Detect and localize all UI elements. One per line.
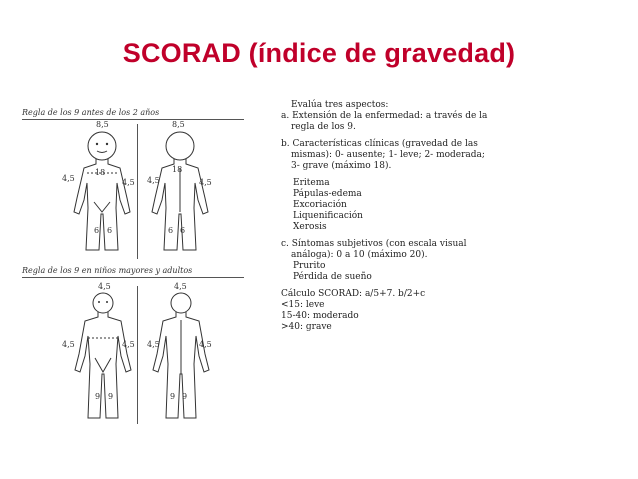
label-leg-a-back: 9	[170, 392, 176, 401]
range-item: <15: leve	[281, 300, 325, 310]
label-head-back: 8,5	[172, 120, 185, 129]
clinical-items-list	[281, 178, 521, 233]
section-b-line-2: mismas): 0- ausente; 1- leve; 2- moderada;	[291, 150, 485, 160]
figure-divider	[137, 124, 138, 259]
label-arm-right-back: 4,5	[199, 178, 212, 187]
label-trunk-back: 18	[172, 165, 183, 174]
label-arm-left-front: 4,5	[62, 340, 75, 349]
list-item: Excoriación	[293, 200, 347, 210]
label-leg-b-front: 6	[107, 226, 113, 235]
section-b-line-1: b. Características clínicas (gravedad de las	[281, 139, 478, 149]
section-c-line-1: c. Síntomas subjetivos (con escala visual	[281, 239, 467, 249]
adult-back-figure	[150, 290, 212, 422]
range-item: >40: grave	[281, 322, 332, 332]
infant-back-figure	[150, 128, 210, 256]
label-leg-b-back: 6	[180, 226, 186, 235]
label-leg-a-back: 6	[168, 226, 174, 235]
label-trunk-front: 18	[95, 168, 106, 177]
figure-heading-infant: Regla de los 9 antes de los 2 años	[22, 108, 244, 120]
label-head-front: 4,5	[98, 282, 111, 291]
slide-title: SCORAD (índice de gravedad)	[122, 38, 516, 68]
label-head-back: 4,5	[174, 282, 187, 291]
figure-heading-adult: Regla de los 9 en niños mayores y adultos	[22, 266, 244, 278]
label-arm-right-front: 4,5	[122, 340, 135, 349]
section-a-line-2: regla de los 9.	[291, 122, 356, 132]
intro-text: Evalúa tres aspectos:	[291, 100, 389, 110]
label-leg-a-front: 6	[94, 226, 100, 235]
list-item: Prurito	[293, 261, 326, 271]
section-a-line-1: a. Extensión de la enfermedad: a través de la	[281, 111, 488, 121]
figure-divider	[137, 286, 138, 424]
list-item: Liquenificación	[293, 211, 363, 221]
scorad-calculation: Cálculo SCORAD: a/5+7. b/2+c	[281, 289, 426, 299]
symptom-items-list	[281, 261, 521, 283]
list-item: Pérdida de sueño	[293, 272, 372, 282]
adult-front-figure	[72, 290, 134, 422]
label-arm-left-back: 4,5	[147, 176, 160, 185]
label-arm-left-front: 4,5	[62, 174, 75, 183]
range-item: 15-40: moderado	[281, 311, 359, 321]
section-b-line-3: 3- grave (máximo 18).	[291, 161, 392, 171]
label-arm-left-back: 4,5	[147, 340, 160, 349]
scorad-description	[281, 100, 521, 333]
section-c-line-2: análoga): 0 a 10 (máximo 20).	[291, 250, 428, 260]
list-item: Pápulas-edema	[293, 189, 362, 199]
label-arm-right-front: 4,5	[122, 178, 135, 187]
label-leg-a-front: 9	[95, 392, 101, 401]
label-leg-b-back: 9	[182, 392, 188, 401]
label-head-front: 8,5	[96, 120, 109, 129]
infant-front-figure	[72, 128, 132, 256]
list-item: Xerosis	[293, 222, 327, 232]
list-item: Eritema	[293, 178, 330, 188]
label-arm-right-back: 4,5	[199, 340, 212, 349]
label-leg-b-front: 9	[108, 392, 114, 401]
